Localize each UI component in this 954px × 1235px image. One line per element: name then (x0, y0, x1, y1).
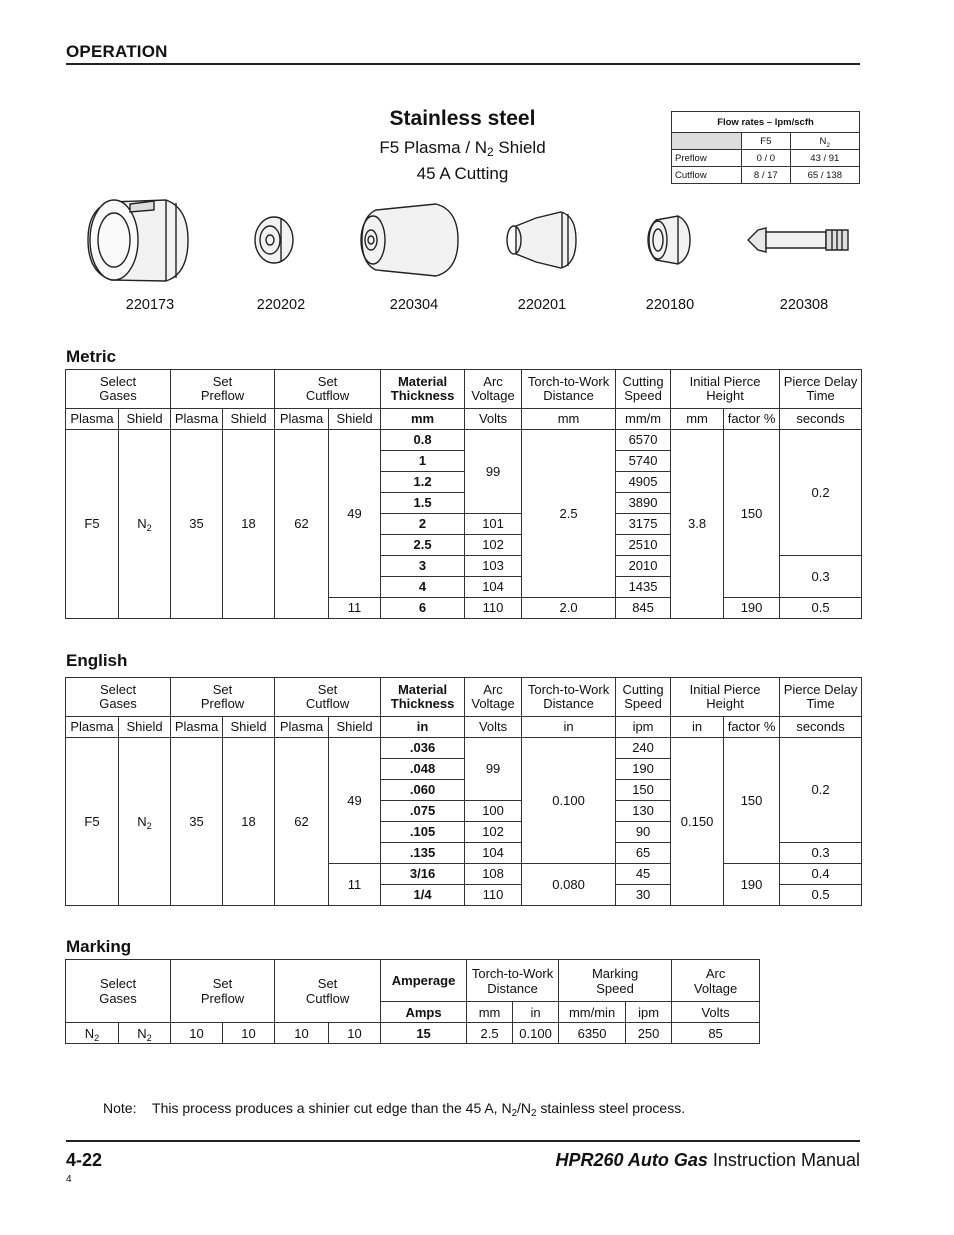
page-number: 4-22 (66, 1150, 103, 1170)
shield-part-illustration (88, 200, 188, 281)
metric-heading: Metric (66, 347, 117, 366)
english-table: Select Gases Set Preflow Set Cutflow Material Thickness Arc Voltage Torch-to-Work Distance Cutting Speed Initial Pierce Height Pierce Delay Time Plasma Shield Plasma Shield Plasma Shield in Volts in ipm in factor % seconds F5 $N_2$ 35 18 62 49 .036 99 0.100 240 0.150 150 0.2 .048 190 .060 150 .075 100 130 .105 102 90 .135 104 65 0.3 11 3/16 108 0.080 45 190 0.4 1/4 110 30 0.5 (65, 677, 862, 906)
part-number: 220202 (256, 297, 306, 313)
footer-small-number: 4 (66, 1174, 72, 1185)
nozzle-tip-illustration (255, 217, 293, 263)
section-header: OPERATION (66, 42, 168, 61)
metric-table: Select Gases Set Preflow Set Cutflow Material Thickness Arc Voltage Torch-to-Work Distance Cutting Speed Initial Pierce Height Pierce Delay Time Plasma Shield Plasma Shield Plasma Shield mm Volts mm mm/m mm factor % seconds F5 $N_2$ 35 18 62 49 0.8 99 2.5 6570 3.8 150 0.2 1 5740 1.2 4905 1.5 3890 2 101 3175 2.5 102 2510 3 103 2010 0.3 4 104 1435 11 6 110 2.0 845 190 0.5 (65, 369, 862, 619)
marking-heading: Marking (66, 937, 132, 956)
electrode-illustration (748, 228, 848, 252)
page-subtitle: F5 Plasma / $N_2$ Shield (379, 138, 546, 159)
manual-title: HPR260 Auto Gas Instruction Manual (555, 1150, 860, 1170)
part-number: 220308 (779, 297, 829, 313)
flow-rates-title: Flow rates – lpm/scfh (672, 112, 860, 133)
retaining-ring-illustration (648, 216, 690, 264)
part-number: 220180 (645, 297, 695, 313)
part-number: 220201 (517, 297, 567, 313)
process-note: Note: This process produces a shinier cut edge than the 45 A, $N_2/N_2$ stainless steel process. (103, 1100, 686, 1119)
flow-rates-table: Flow rates – lpm/scfh F5 $N_2$ Preflow 0 / 0 43 / 91 Cutflow 8 / 17 65 / 138 (671, 111, 860, 184)
header-rule (66, 63, 860, 65)
page-title: Stainless steel (389, 107, 536, 130)
marking-table: Select Gases Set Preflow Set Cutflow Amperage Torch-to-Work Distance Marking Speed Arc Voltage Amps mm in mm/min ipm Volts $N_2$ $N_2$ 10 10 10 10 15 2.5 0.100 6350 250 85 (65, 959, 760, 1044)
footer-rule (66, 1140, 860, 1142)
swirl-ring-illustration (507, 212, 576, 268)
consumables-illustration (66, 188, 866, 293)
part-number: 220173 (125, 297, 175, 313)
process-label: 45 A Cutting (416, 164, 509, 183)
part-number: 220304 (389, 297, 439, 313)
nozzle-illustration (361, 204, 458, 276)
english-heading: English (66, 651, 128, 670)
